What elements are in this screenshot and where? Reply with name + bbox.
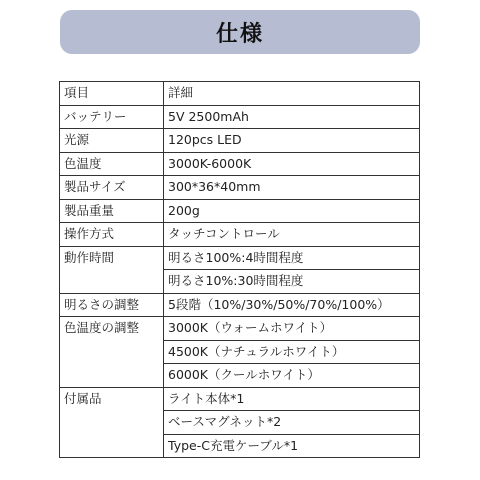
spec-value-cell: 120pcs LED <box>164 129 420 153</box>
spec-value-cell: 4500K（ナチュラルホワイト） <box>164 340 420 364</box>
spec-value-cell: 3000K-6000K <box>164 152 420 176</box>
page-title: 仕様 <box>215 21 264 47</box>
spec-value-cell: 300*36*40mm <box>164 176 420 200</box>
spec-key-cell: 操作方式 <box>60 223 164 247</box>
spec-key-cell: 付属品 <box>60 387 164 458</box>
table-row <box>60 317 420 341</box>
spec-key-cell: 色温度の調整 <box>60 317 164 388</box>
table-row <box>60 223 420 247</box>
spec-value-cell: 5段階（10%/30%/50%/70%/100%） <box>164 293 420 317</box>
spec-value-cell: Type-C充電ケーブル*1 <box>164 434 420 458</box>
spec-table <box>59 81 420 458</box>
spec-value-cell: ライト本体*1 <box>164 387 420 411</box>
spec-table-body <box>60 82 420 458</box>
spec-value-cell: 3000K（ウォームホワイト） <box>164 317 420 341</box>
spec-value-cell: 5V 2500mAh <box>164 105 420 129</box>
table-row <box>60 105 420 129</box>
spec-key-cell: 明るさの調整 <box>60 293 164 317</box>
spec-key-cell: 色温度 <box>60 152 164 176</box>
table-row <box>60 199 420 223</box>
header-key-cell: 項目 <box>60 82 164 106</box>
title-banner <box>60 10 420 54</box>
spec-value-cell: タッチコントロール <box>164 223 420 247</box>
spec-key-cell: 光源 <box>60 129 164 153</box>
table-row <box>60 387 420 411</box>
spec-value-cell: 明るさ100%:4時間程度 <box>164 246 420 270</box>
table-row <box>60 152 420 176</box>
table-row <box>60 246 420 270</box>
spec-key-cell: 製品重量 <box>60 199 164 223</box>
spec-key-cell: 動作時間 <box>60 246 164 293</box>
spec-key-cell: バッテリー <box>60 105 164 129</box>
spec-value-cell: ベースマグネット*2 <box>164 411 420 435</box>
spec-value-cell: 6000K（クールホワイト） <box>164 364 420 388</box>
table-header-row <box>60 82 420 106</box>
spec-value-cell: 200g <box>164 199 420 223</box>
header-value-cell: 詳細 <box>164 82 420 106</box>
spec-value-cell: 明るさ10%:30時間程度 <box>164 270 420 294</box>
table-row <box>60 176 420 200</box>
table-row <box>60 129 420 153</box>
table-row <box>60 293 420 317</box>
spec-key-cell: 製品サイズ <box>60 176 164 200</box>
